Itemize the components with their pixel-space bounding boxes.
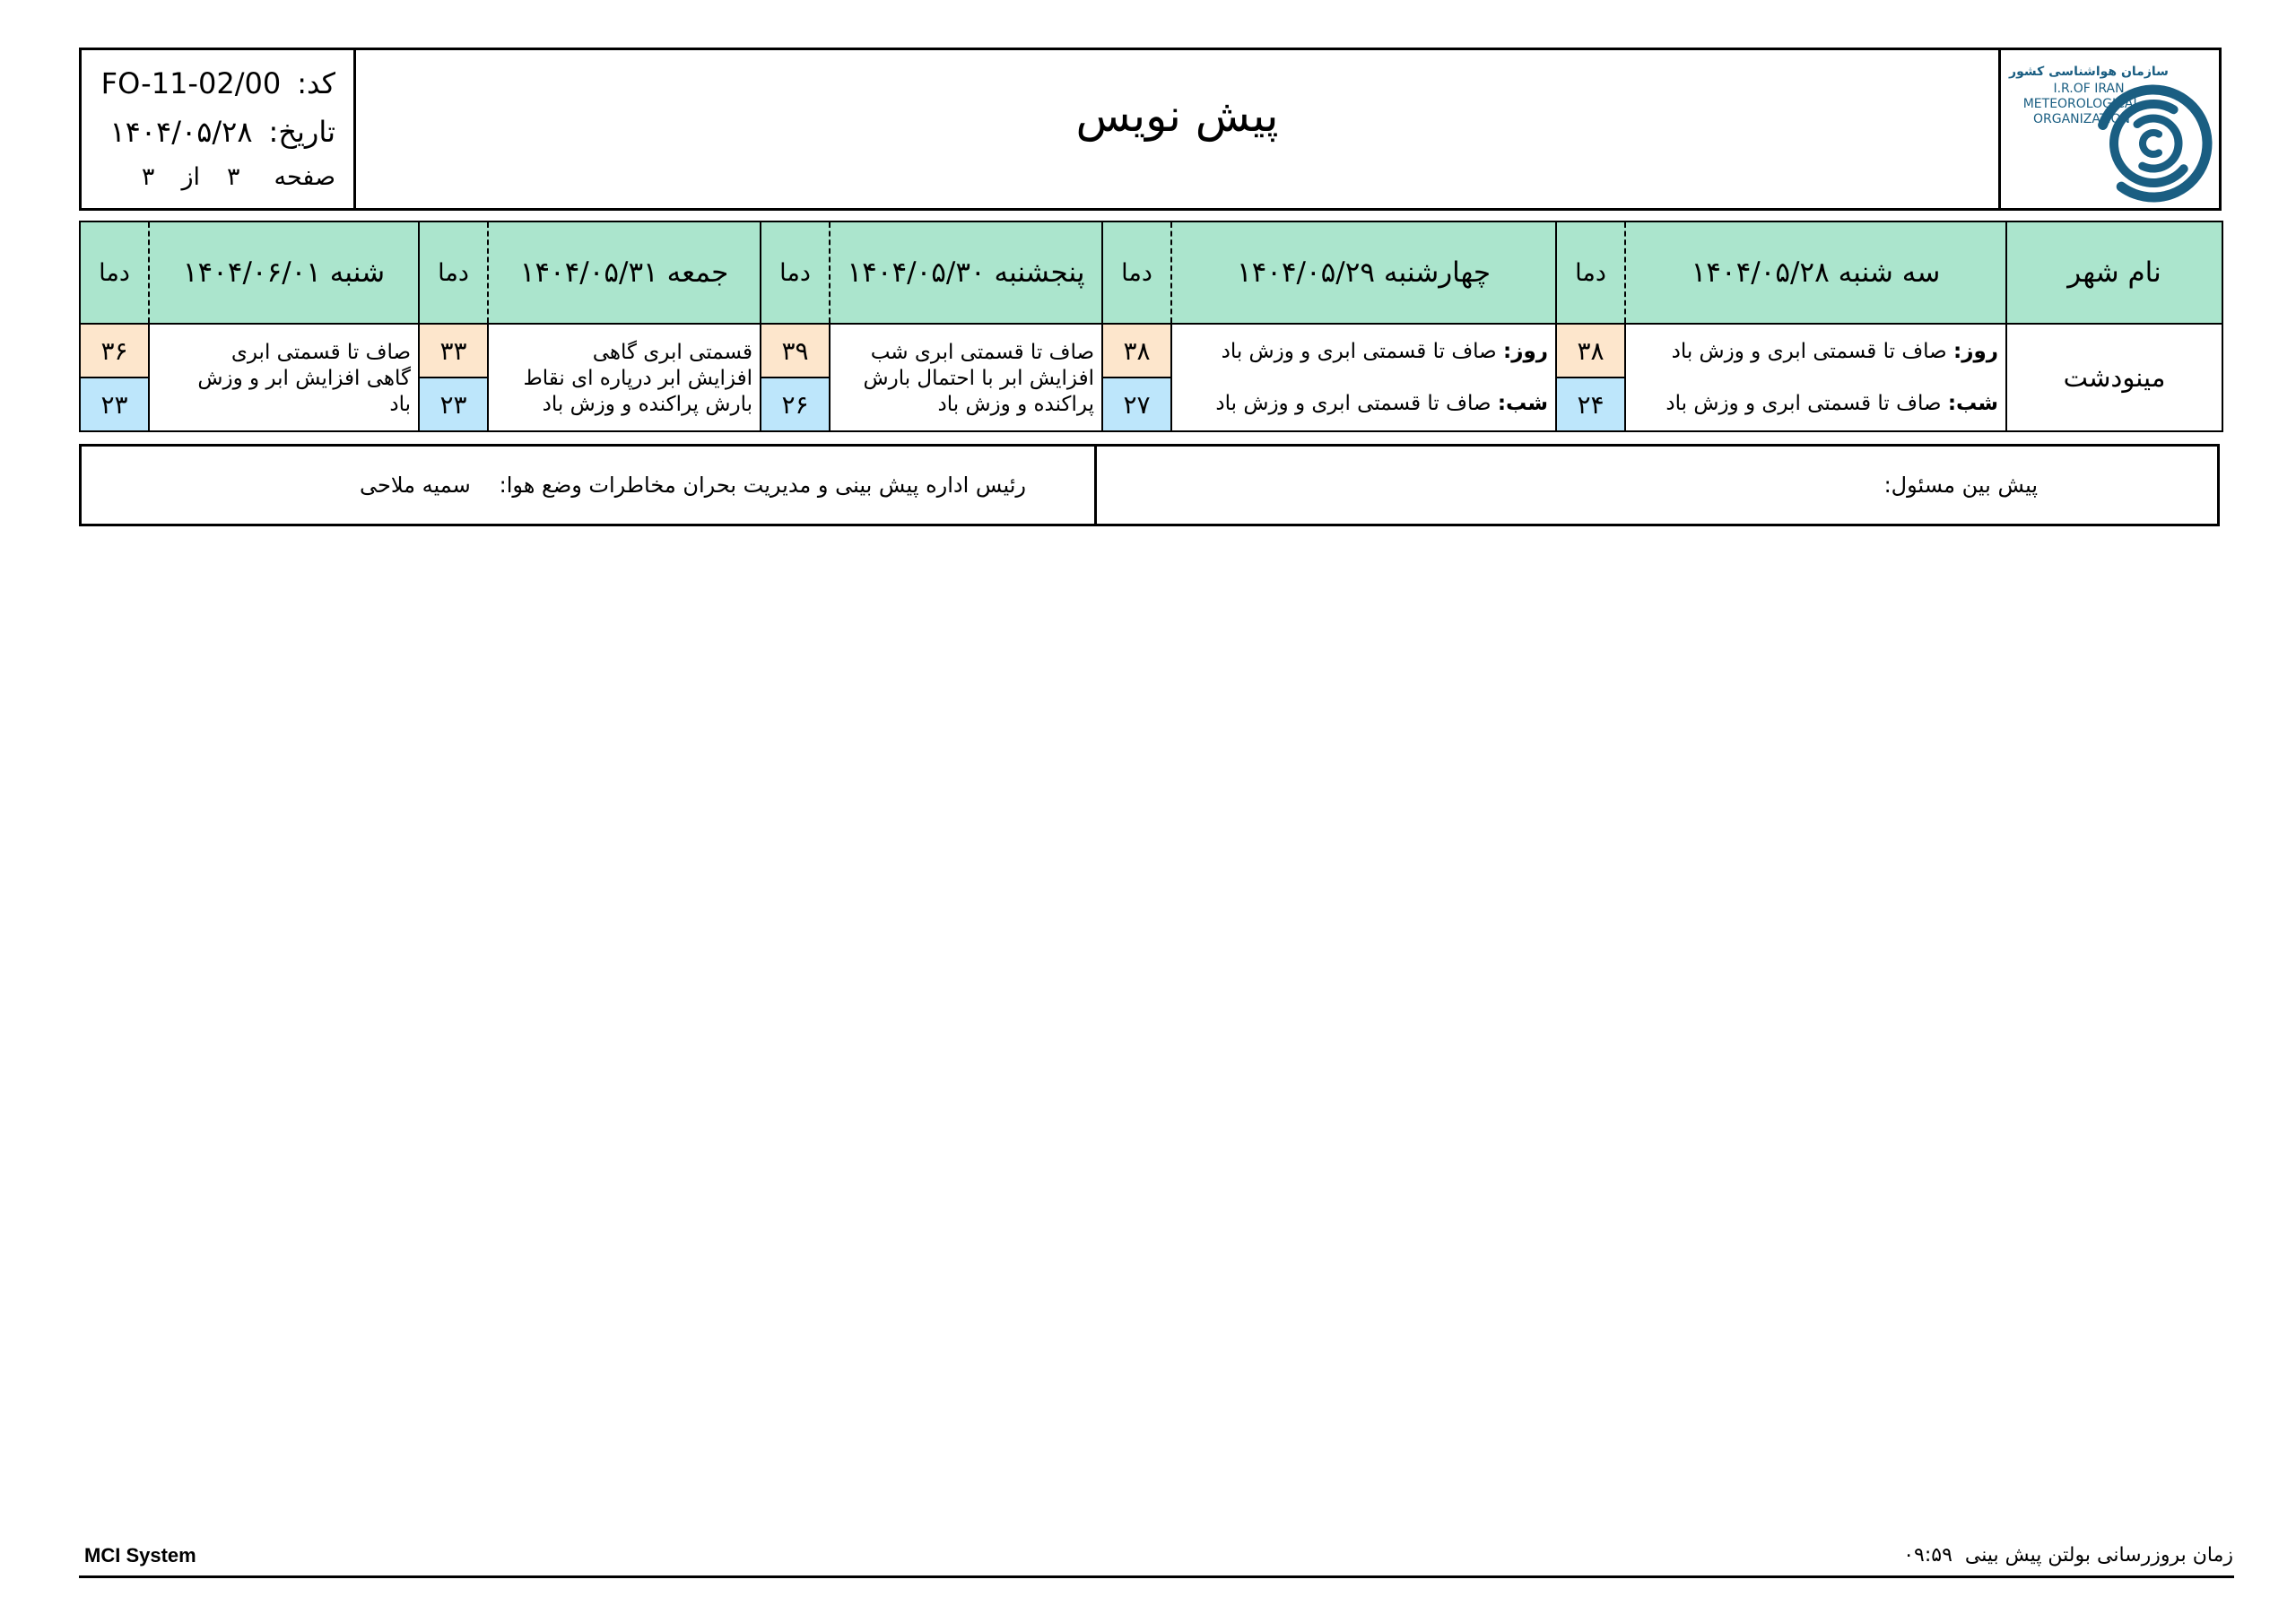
temp-min: ۲۷ (1102, 378, 1171, 431)
day-column-header: چهارشنبه ۱۴۰۴/۰۵/۲۹ (1171, 221, 1556, 324)
signature-box (79, 444, 2220, 526)
temp-min: ۲۳ (419, 378, 488, 431)
city-name: مینودشت (2006, 324, 2222, 431)
forecast-description (1171, 324, 1556, 431)
forecast-description (1625, 324, 2006, 431)
forecast-description (149, 324, 419, 431)
page-current: ۳ (226, 163, 240, 191)
date-value: ۱۴۰۴/۰۵/۲۸ (109, 115, 253, 149)
date-label: تاریخ: (268, 115, 335, 149)
page-of: از (181, 163, 200, 191)
table-row (80, 324, 2222, 378)
night-prefix: شب: (1947, 391, 1998, 415)
night-forecast-text: صاف تا قسمتی ابری و وزش باد (1665, 391, 1942, 415)
temp-column-header: دما (1556, 221, 1625, 324)
svg-text:سازمان هواشناسی کشور: سازمان هواشناسی کشور (2009, 65, 2169, 79)
svg-text:METEOROLOGICAL: METEOROLOGICAL (2022, 97, 2141, 111)
page-title: پیش نویس (1075, 89, 1279, 142)
update-time-info (1903, 1544, 2233, 1567)
day-prefix: روز: (1503, 339, 1548, 363)
temp-min: ۲۶ (761, 378, 830, 431)
table-header-row (80, 221, 2222, 324)
page-label: صفحه (274, 163, 335, 191)
forecast-line: باد (389, 392, 411, 416)
code-label: کد: (297, 66, 335, 100)
day-forecast-text: صاف تا قسمتی ابری و وزش باد (1671, 339, 1947, 363)
code-value: FO-11-02/00 (100, 66, 282, 100)
night-forecast (1179, 378, 1548, 430)
forecast-line: صاف تا قسمتی ابری (230, 340, 411, 364)
head-title: رئیس اداره پیش بینی و مدیریت بحران مخاطرات وضع هوا: (499, 473, 1026, 498)
svg-text:I.R.OF IRAN: I.R.OF IRAN (2053, 82, 2125, 96)
temp-column-header: دما (419, 221, 488, 324)
temp-min: ۲۴ (1556, 378, 1625, 431)
city-column-header: نام شهر (2006, 221, 2222, 324)
day-column-header: پنجشنبه ۱۴۰۴/۰۵/۳۰ (830, 221, 1102, 324)
code-row (100, 66, 335, 100)
day-forecast-text: صاف تا قسمتی ابری و وزش باد (1221, 339, 1497, 363)
organization-logo (1998, 50, 2219, 208)
page-row (100, 163, 335, 191)
forecast-line: افزایش ابر درپاره ای نقاط (523, 366, 752, 390)
day-forecast (1633, 325, 1998, 378)
page-total: ۳ (141, 163, 155, 191)
temp-min: ۲۳ (80, 378, 149, 431)
temp-column-header: دما (761, 221, 830, 324)
temp-max: ۳۸ (1102, 324, 1171, 378)
day-column-header: جمعه ۱۴۰۴/۰۵/۳۱ (488, 221, 761, 324)
day-column-header: سه شنبه ۱۴۰۴/۰۵/۲۸ (1625, 221, 2006, 324)
day-forecast (1179, 325, 1548, 378)
forecast-line: افزایش ابر با احتمال بارش (863, 366, 1094, 390)
forecast-line: صاف تا قسمتی ابری شب (870, 340, 1094, 364)
temp-column-header: دما (1102, 221, 1171, 324)
day-prefix: روز: (1953, 339, 1998, 363)
head-name: سمیه ملاحی (360, 473, 471, 498)
document-header (79, 48, 2222, 211)
temp-column-header: دما (80, 221, 149, 324)
forecast-line: قسمتی ابری گاهی (592, 340, 752, 364)
forecast-line: پراکنده و وزش باد (937, 392, 1094, 416)
footer-divider (79, 1575, 2234, 1578)
night-forecast-text: صاف تا قسمتی ابری و وزش باد (1215, 391, 1492, 415)
meteorological-organization-logo-icon (2001, 50, 2219, 208)
temp-max: ۳۹ (761, 324, 830, 378)
forecaster-label: پیش بین مسئول: (1883, 473, 2038, 498)
document-meta (82, 50, 356, 208)
forecast-description (830, 324, 1102, 431)
forecaster-section (1094, 447, 2217, 524)
forecast-line: بارش پراکنده و وزش باد (542, 392, 752, 416)
temp-max: ۳۳ (419, 324, 488, 378)
system-name: MCI System (84, 1544, 196, 1567)
head-section (82, 447, 1102, 524)
svg-text:ORGANIZATION: ORGANIZATION (2032, 112, 2131, 126)
date-row (100, 115, 335, 149)
temp-max: ۳۶ (80, 324, 149, 378)
forecast-description (488, 324, 761, 431)
day-column-header: شنبه ۱۴۰۴/۰۶/۰۱ (149, 221, 419, 324)
temp-max: ۳۸ (1556, 324, 1625, 378)
forecast-table (79, 221, 2223, 432)
forecast-line: گاهی افزایش ابر و وزش (197, 366, 411, 390)
night-prefix: شب: (1497, 391, 1548, 415)
update-time: ۰۹:۵۹ (1903, 1544, 1952, 1567)
update-label: زمان بروزرسانی بولتن پیش بینی (1964, 1544, 2233, 1567)
night-forecast (1633, 378, 1998, 430)
